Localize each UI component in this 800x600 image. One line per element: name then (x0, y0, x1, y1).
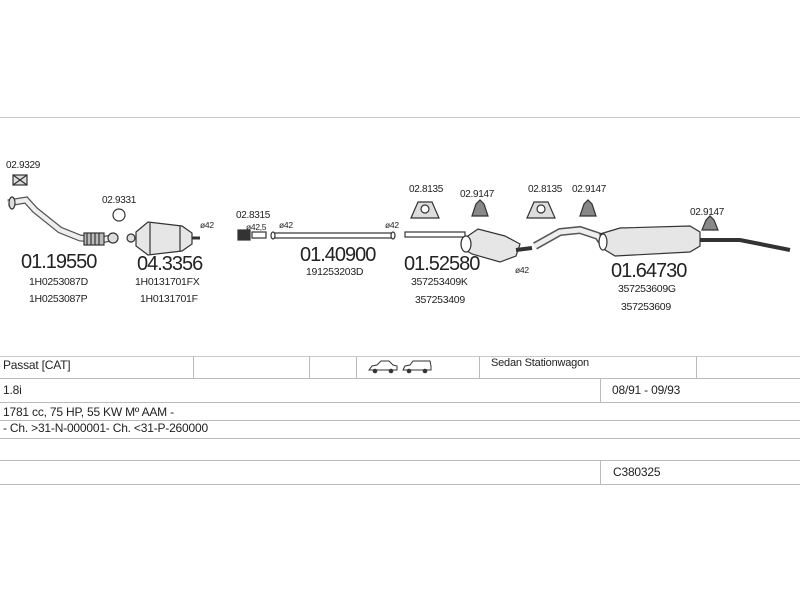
engine-spec: 1781 cc, 75 HP, 55 KW Mº AAM - (3, 405, 174, 419)
part-number: 01.64730 (611, 260, 687, 282)
oem-number: 357253409 (415, 294, 465, 306)
clip-icon (580, 200, 596, 216)
rubber-mount-icon (527, 202, 555, 218)
rubber-mount-icon (411, 202, 439, 218)
accessory-label: 02.9147 (572, 184, 607, 195)
front-pipe-part (8, 197, 112, 245)
diameter-tag: ø42 (200, 220, 214, 230)
table-row (0, 438, 800, 461)
oem-number: 357253609G (618, 283, 676, 295)
accessory-label: 02.8315 (236, 210, 271, 221)
chassis-range: - Ch. >31-N-000001- Ch. <31-P-260000 (3, 421, 208, 435)
clamp-icon (13, 175, 27, 185)
gasket-ring-icon (113, 209, 125, 221)
diameter-tag: ø42 (279, 220, 293, 230)
table-row (0, 378, 800, 403)
intermediate-pipe-part (271, 232, 395, 239)
part-number: 01.52580 (404, 253, 480, 275)
accessory-label: 02.9329 (6, 160, 41, 171)
oem-number: 1H0253087P (29, 293, 88, 305)
catalytic-converter-part (136, 222, 200, 255)
clip-icon (472, 200, 488, 216)
accessory-label: 02.9331 (102, 195, 137, 206)
production-dates: 08/91 - 09/93 (612, 383, 681, 397)
table-row (0, 402, 800, 421)
model-name: Passat [CAT] (3, 358, 71, 372)
part-number: 01.19550 (21, 251, 97, 273)
flange-fitting-icon (127, 234, 135, 242)
table-row (0, 420, 800, 439)
table-row (0, 356, 800, 379)
oem-number: 1H0131701F (140, 293, 198, 305)
clip-icon (702, 216, 718, 230)
oem-number: 1H0253087D (29, 276, 88, 288)
oem-number: 191253203D (306, 266, 364, 278)
accessory-label: 02.8135 (409, 184, 444, 195)
accessory-label: 02.9147 (690, 207, 725, 218)
flange-fitting-icon (108, 233, 118, 243)
accessory-label: 02.8135 (528, 184, 563, 195)
engine: 1.8i (3, 383, 22, 397)
rear-silencer-part (535, 226, 790, 256)
accessory-label: 02.9147 (460, 189, 495, 200)
diameter-tag: ø42 (515, 265, 529, 275)
diameter-tag: ø42,5 (246, 222, 267, 232)
part-number: 01.40900 (300, 244, 376, 266)
oem-number: 357253409K (411, 276, 468, 288)
system-code: C380325 (613, 465, 661, 479)
body-types: Sedan Stationwagon (491, 357, 589, 369)
oem-number: 1H0131701FX (135, 276, 200, 288)
part-number: 04.3356 (137, 253, 203, 275)
oem-number: 357253609 (621, 301, 671, 313)
wagon-car-icon (402, 360, 432, 377)
sedan-car-icon (368, 360, 398, 377)
table-row (0, 460, 800, 485)
diameter-tag: ø42 (385, 220, 399, 230)
